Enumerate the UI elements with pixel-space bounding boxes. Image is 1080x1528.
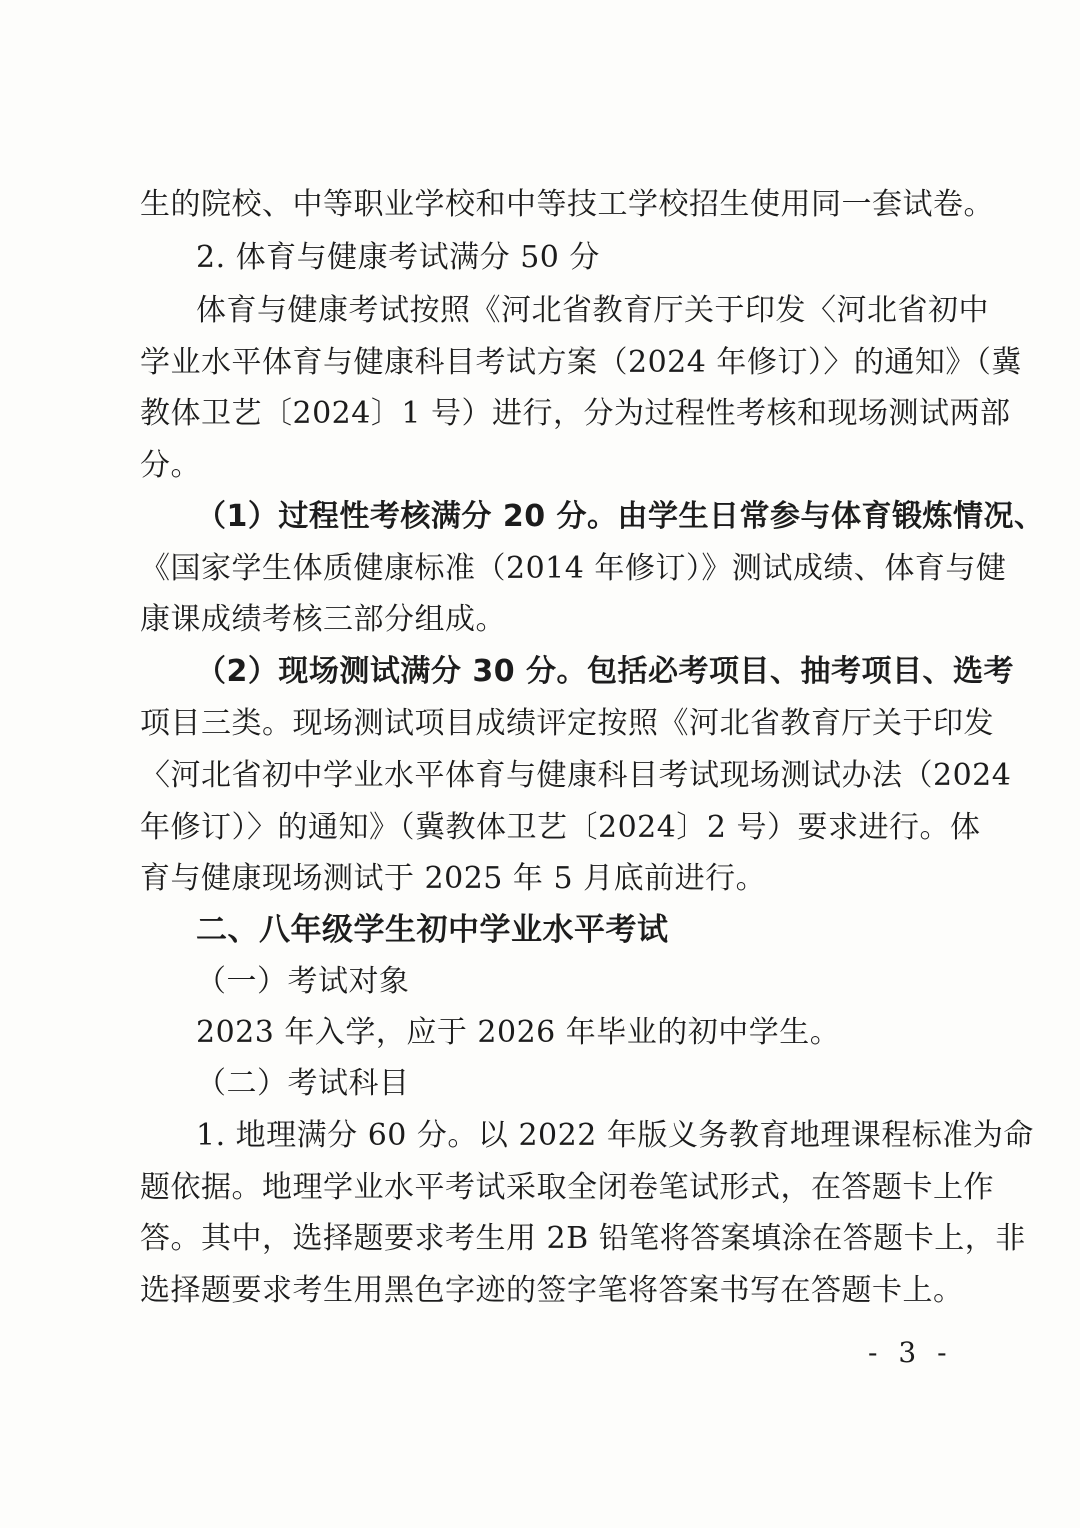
paragraph-line: 体育与健康考试按照《河北省教育厅关于印发〈河北省初中 bbox=[196, 293, 989, 328]
paragraph-line: 生的院校、中等职业学校和中等技工学校招生使用同一套试卷。 bbox=[140, 187, 994, 222]
paragraph-line: 选择题要求考生用黑色字迹的签字笔将答案书写在答题卡上。 bbox=[140, 1273, 964, 1308]
paragraph-line: 2023 年入学，应于 2026 年毕业的初中学生。 bbox=[196, 1015, 841, 1050]
subsection-heading: （一）考试对象 bbox=[196, 964, 410, 999]
paragraph-line: 〈河北省初中学业水平体育与健康科目考试现场测试办法（2024 bbox=[140, 758, 1012, 793]
section-heading: 2. 体育与健康考试满分 50 分 bbox=[196, 240, 600, 275]
paragraph-line: 学业水平体育与健康科目考试方案（2024 年修订）〉的通知》（冀 bbox=[140, 345, 1022, 380]
page-number: - 3 - bbox=[868, 1336, 953, 1369]
paragraph-line: 康课成绩考核三部分组成。 bbox=[140, 602, 506, 637]
paragraph-line: 年修订）〉的通知》（冀教体卫艺〔2024〕2 号）要求进行。体 bbox=[140, 810, 981, 845]
paragraph-line: 1. 地理满分 60 分。以 2022 年版义务教育地理课程标准为命 bbox=[196, 1118, 1034, 1153]
paragraph-line: 教体卫艺〔2024〕1 号）进行，分为过程性考核和现场测试两部 bbox=[140, 396, 1011, 431]
paragraph-line: 《国家学生体质健康标准（2014 年修订）》测试成绩、体育与健 bbox=[140, 551, 1007, 586]
paragraph-line: （1）过程性考核满分 20 分。由学生日常参与体育锻炼情况、 bbox=[196, 499, 1045, 534]
paragraph-line: 答。其中，选择题要求考生用 2B 铅笔将答案填涂在答题卡上，非 bbox=[140, 1221, 1026, 1256]
section-heading: 二、八年级学生初中学业水平考试 bbox=[196, 912, 669, 948]
paragraph-line: 分。 bbox=[140, 448, 201, 483]
paragraph-line: 育与健康现场测试于 2025 年 5 月底前进行。 bbox=[140, 861, 767, 896]
paragraph-line: 项目三类。现场测试项目成绩评定按照《河北省教育厅关于印发 bbox=[140, 706, 994, 741]
paragraph-line: （2）现场测试满分 30 分。包括必考项目、抽考项目、选考 bbox=[196, 654, 1015, 689]
paragraph-line: 题依据。地理学业水平考试采取全闭卷笔试形式，在答题卡上作 bbox=[140, 1170, 994, 1205]
subsection-heading: （二）考试科目 bbox=[196, 1066, 410, 1101]
